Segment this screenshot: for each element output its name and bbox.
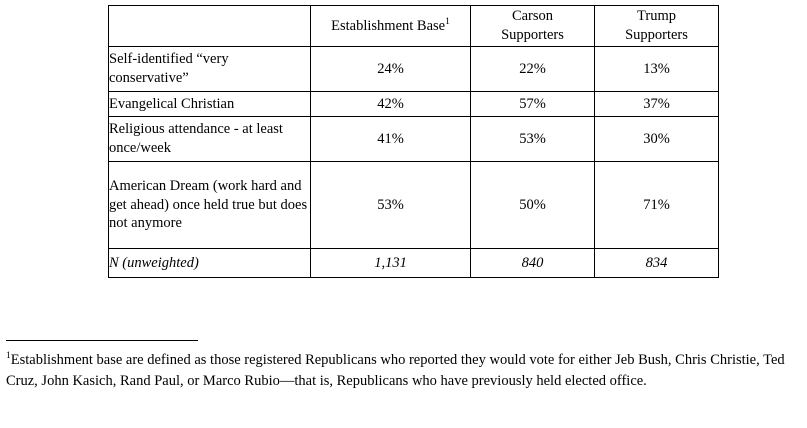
cell-evangelical-establishment: 42% (311, 92, 471, 117)
cell-american-dream-establishment: 53% (311, 162, 471, 249)
header-label-trump-line2: Supporters (625, 27, 688, 43)
row-label-n-unweighted: N (unweighted) (109, 249, 311, 278)
table-row (109, 47, 719, 92)
cell-religious-attendance-trump: 30% (595, 117, 719, 162)
row-label-evangelical-christian: Evangelical Christian (109, 92, 311, 117)
table-row (109, 162, 719, 249)
cell-very-conservative-trump: 13% (595, 47, 719, 92)
footnote-marker: 1 (6, 351, 11, 362)
cell-n-trump: 834 (595, 249, 719, 278)
cell-very-conservative-carson: 22% (471, 47, 595, 92)
header-label-trump-line1: Trump (637, 8, 676, 25)
header-cell-carson-supporters (471, 6, 595, 47)
cell-very-conservative-establishment: 24% (311, 47, 471, 92)
table-row (109, 92, 719, 117)
header-label-establishment-base: Establishment Base (331, 17, 446, 34)
row-label-religious-attendance: Religious attendance - at least once/week (109, 117, 311, 162)
table-row (109, 249, 719, 278)
statistics-table-container (108, 5, 718, 278)
table-header-row (109, 6, 719, 47)
footnote-divider (6, 340, 198, 341)
cell-n-carson: 840 (471, 249, 595, 278)
header-cell-establishment-base (311, 6, 471, 47)
cell-n-establishment: 1,131 (311, 249, 471, 278)
row-label-very-conservative: Self-identified “very conservative” (109, 47, 311, 92)
header-cell-trump-supporters (595, 6, 719, 47)
footnote-text (6, 350, 796, 391)
footnote-marker-header: 1 (445, 16, 450, 27)
cell-religious-attendance-establishment: 41% (311, 117, 471, 162)
table-row (109, 117, 719, 162)
statistics-table (108, 5, 719, 278)
header-label-carson-line1: Carson (511, 8, 554, 25)
cell-american-dream-trump: 71% (595, 162, 719, 249)
cell-religious-attendance-carson: 53% (471, 117, 595, 162)
cell-american-dream-carson: 50% (471, 162, 595, 249)
cell-evangelical-carson: 57% (471, 92, 595, 117)
footnote-body: Establishment base are defined as those registered Republicans who reported they would vote for either Jeb Bush, Chris Christie, Ted Cruz, John Kasich, Rand Paul, or Marco Rubio—that is, Republicans who have previously held elected office. (6, 352, 785, 389)
header-label-carson-line2: Supporters (501, 27, 564, 43)
cell-evangelical-trump: 37% (595, 92, 719, 117)
header-cell-blank (109, 6, 311, 47)
row-label-american-dream: American Dream (work hard and get ahead) once held true but does not anymore (109, 162, 311, 249)
